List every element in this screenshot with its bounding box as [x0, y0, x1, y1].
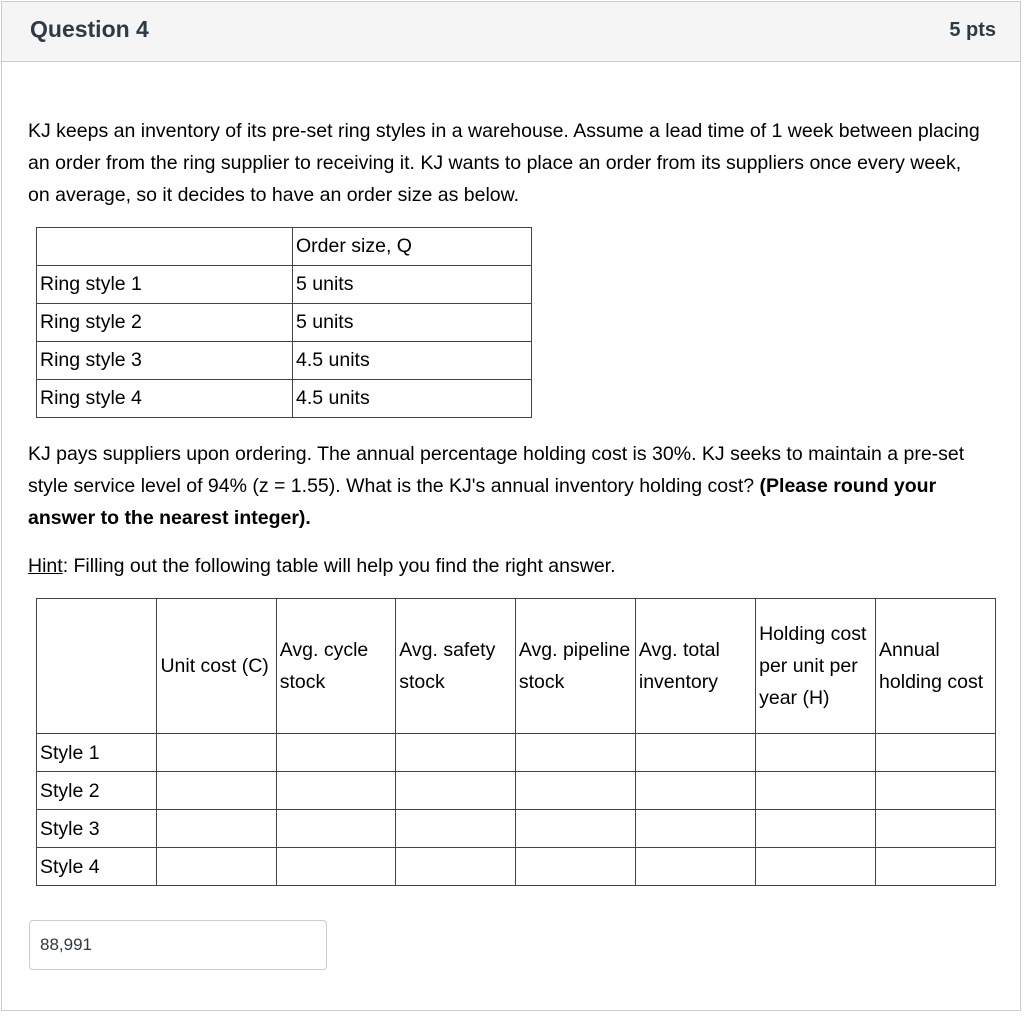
table-header-cell: Avg. pipeline stock [515, 599, 635, 734]
table-row [37, 848, 996, 886]
table-cell [276, 848, 396, 886]
question-paragraph-1: KJ keeps an inventory of its pre-set ring styles in a warehouse. Assume a lead time of 1 week between placing an order from the ring supplier to receiving it. KJ wants to place an order from its suppliers once every week, on average, so it decides to have an order size as below. [28, 120, 980, 206]
table-row [37, 734, 996, 772]
table-header-cell: Avg. cycle stock [276, 599, 396, 734]
table-row [37, 342, 532, 380]
question-paragraph-2 [28, 438, 988, 534]
answer-input[interactable]: 88,991 [29, 920, 327, 970]
table-row [37, 380, 532, 418]
table-cell: Ring style 4 [37, 380, 293, 418]
table-cell [396, 848, 516, 886]
table-cell [756, 848, 876, 886]
table-cell: Style 4 [37, 848, 157, 886]
table-cell [756, 734, 876, 772]
table-row [37, 772, 996, 810]
table-cell [635, 848, 755, 886]
table-cell [876, 848, 996, 886]
table-cell [515, 772, 635, 810]
table-cell: Style 1 [37, 734, 157, 772]
table-row [37, 810, 996, 848]
order-size-table [36, 227, 532, 418]
table-row [37, 228, 532, 266]
paragraph-2-bold-text: (Please round your answer to the nearest integer). [28, 475, 937, 529]
table-cell: Ring style 2 [37, 304, 293, 342]
hint-text: : Filling out the following table will help you find the right answer. [62, 555, 616, 577]
table-cell [396, 810, 516, 848]
question-points: 5 pts [949, 19, 996, 41]
table-cell [876, 734, 996, 772]
table-cell: Ring style 3 [37, 342, 293, 380]
table-row [37, 304, 532, 342]
table-cell [276, 772, 396, 810]
table-cell [276, 734, 396, 772]
table-header-cell: Unit cost (C) [157, 599, 276, 734]
table-header-cell: Holding cost per unit per year (H) [756, 599, 876, 734]
table-cell [756, 810, 876, 848]
table-cell [157, 772, 276, 810]
table-header-cell [37, 599, 157, 734]
table-cell [37, 228, 293, 266]
table-cell [515, 734, 635, 772]
paragraph-2-text: KJ pays suppliers upon ordering. The annual percentage holding cost is 30%. KJ seeks to maintain a pre-set style service level of 94% (z = 1.55). What is the KJ's annual inventory holding cost? [28, 443, 965, 497]
table-cell: 5 units [293, 266, 532, 304]
table-cell [515, 848, 635, 886]
table-cell [635, 772, 755, 810]
table-cell: 4.5 units [293, 342, 532, 380]
hint-label: Hint [28, 555, 63, 577]
table-cell: Style 3 [37, 810, 157, 848]
table-header-cell: Avg. total inventory [635, 599, 755, 734]
table-header-cell: Order size, Q [293, 228, 532, 266]
table-cell [876, 810, 996, 848]
table-cell: 5 units [293, 304, 532, 342]
table-cell [635, 734, 755, 772]
table-header-cell: Avg. safety stock [396, 599, 516, 734]
table-cell [396, 772, 516, 810]
table-cell [635, 810, 755, 848]
hint-table [36, 598, 996, 886]
table-cell [157, 848, 276, 886]
question-header [2, 2, 1020, 62]
table-cell [515, 810, 635, 848]
table-cell [396, 734, 516, 772]
table-cell [157, 810, 276, 848]
table-header-cell: Annual holding cost [876, 599, 996, 734]
hint-line [28, 550, 616, 582]
table-cell: Style 2 [37, 772, 157, 810]
table-cell [276, 810, 396, 848]
table-header-row [37, 599, 996, 734]
table-cell [876, 772, 996, 810]
table-cell [157, 734, 276, 772]
table-cell: 4.5 units [293, 380, 532, 418]
table-cell [756, 772, 876, 810]
table-row [37, 266, 532, 304]
table-cell: Ring style 1 [37, 266, 293, 304]
question-title: Question 4 [30, 16, 149, 42]
